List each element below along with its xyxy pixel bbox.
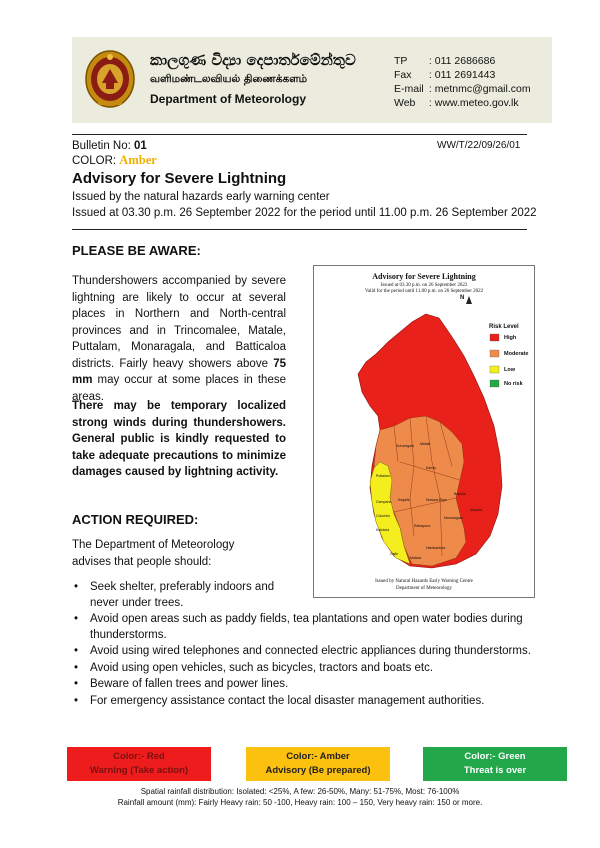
map-legend-swatches bbox=[490, 334, 499, 387]
district-label: Nuwara Eliya bbox=[426, 498, 447, 502]
sri-lanka-emblem bbox=[82, 49, 138, 111]
district-label: Colombo bbox=[376, 514, 391, 518]
list-item: • Avoid using wired telephones and connected electric appliances during thunderstorms. bbox=[72, 644, 532, 660]
contact-web[interactable]: Web : www.meteo.gov.lk bbox=[394, 97, 519, 109]
bulletin-ref: WW/T/22/09/26/01 bbox=[437, 140, 521, 151]
map-issued: Issued at 03.30 p.m. on 26 September 2022 bbox=[380, 283, 468, 288]
dept-name-tamil: வளிமண்டலவியல் திணைக்களம் bbox=[150, 73, 308, 85]
wind-warning-paragraph: There may be temporary localized strong winds during thundershowers. General public is kindly requested to take adequate precautions to minimize damages caused by lightning activity. bbox=[72, 400, 286, 478]
district-label: Puttalam bbox=[376, 474, 390, 478]
map-footer-1: Issued by Natural Hazards Early Warning Centre bbox=[375, 579, 473, 584]
district-label: Galle bbox=[390, 552, 399, 556]
lightning-risk-map bbox=[313, 265, 535, 598]
island-map-graphic bbox=[314, 266, 534, 597]
district-label: Matale bbox=[420, 442, 431, 446]
district-label: Gampaha bbox=[376, 500, 392, 504]
legend-no-risk: No risk bbox=[504, 381, 523, 387]
list-item: • Avoid using open vehicles, such as bicycles, tractors and boats etc. bbox=[72, 661, 532, 677]
aware-heading: PLEASE BE AWARE: bbox=[72, 243, 201, 258]
color-value: Amber bbox=[119, 153, 157, 167]
level-meaning: Advisory (Be prepared) bbox=[265, 765, 371, 776]
divider bbox=[72, 229, 527, 230]
level-color-label: Color:- Green bbox=[464, 751, 526, 762]
district-label: Matara bbox=[410, 556, 421, 560]
bulletin-number: Bulletin No: 01 bbox=[72, 140, 147, 152]
dept-name-sinhala: කාලගුණ විද්‍යා දෙපාර්තමේන්තුව bbox=[150, 51, 356, 69]
district-label: Ampara bbox=[470, 508, 483, 512]
legend-moderate: Moderate bbox=[504, 351, 529, 357]
legend-title: Risk Level bbox=[489, 324, 519, 330]
list-item: • Seek shelter, preferably indoors and never under trees. bbox=[72, 580, 278, 611]
list-item: • Beware of fallen trees and power lines. bbox=[72, 677, 532, 693]
legend-low: Low bbox=[504, 367, 515, 373]
action-intro: The Department of Meteorology advises that people should: bbox=[72, 539, 235, 568]
level-meaning: Threat is over bbox=[463, 765, 527, 776]
aware-paragraph: Thundershowers accompanied by severe lightning are likely to occur at several places in Northern and North-central provinces and in Trincomalee, Matale, Puttalam, Monaragala, and Batticaloa districts. Fairly heavy showers above 75 mm may occur at some places in these areas. bbox=[72, 275, 286, 403]
bulletin-color: COLOR: Amber bbox=[72, 153, 157, 167]
district-label: Monaragala bbox=[444, 516, 463, 520]
footer-rainfall-amount: Rainfall amount (mm): Fairly Heavy rain: 50 -100, Heavy rain: 100 – 150, Very heavy rain: 150 or more. bbox=[117, 798, 483, 807]
red-level-box bbox=[67, 747, 211, 781]
amber-level-box bbox=[246, 747, 390, 781]
dept-name-english: Department of Meteorology bbox=[150, 92, 307, 106]
north-arrow-label: N bbox=[460, 295, 465, 301]
district-label: Badulla bbox=[454, 492, 466, 496]
level-meaning: Warning (Take action) bbox=[89, 765, 189, 776]
district-label: Kandy bbox=[426, 466, 436, 470]
district-label: Kalutara bbox=[376, 528, 390, 532]
advisory-title: Advisory for Severe Lightning bbox=[72, 170, 287, 187]
green-level-box bbox=[423, 747, 567, 781]
district-label: Kegalle bbox=[398, 498, 410, 502]
contact-email[interactable]: E-mail : metnmc@gmail.com bbox=[394, 83, 531, 95]
action-heading: ACTION REQUIRED: bbox=[72, 512, 199, 527]
letterhead bbox=[72, 37, 552, 123]
district-label: Hambantota bbox=[426, 546, 446, 550]
divider bbox=[72, 134, 527, 135]
contact-fax: Fax : 011 2691443 bbox=[394, 69, 496, 81]
legend-high: High bbox=[504, 335, 517, 341]
map-valid: Valid for the period until 11.00 p.m. on 26 September 2022 bbox=[364, 289, 484, 294]
map-footer-2: Department of Meteorology bbox=[395, 586, 453, 591]
footer-spatial-distribution: Spatial rainfall distribution: Isolated: <25%, A few: 26-50%, Many: 51-75%, Most: 76-100% bbox=[140, 787, 460, 796]
list-item: • Avoid open areas such as paddy fields, tea plantations and open water bodies during thunderstorms. bbox=[72, 612, 532, 643]
advisory-issued: Issued at 03.30 p.m. 26 September 2022 for the period until 11.00 p.m. 26 September 2022 bbox=[72, 207, 537, 219]
contact-tp: TP : 011 2686686 bbox=[394, 55, 496, 67]
list-item: • For emergency assistance contact the local disaster management authorities. bbox=[72, 694, 532, 710]
map-title: Advisory for Severe Lightning bbox=[372, 272, 476, 281]
advisory-issuer: Issued by the natural hazards early warning center bbox=[72, 191, 330, 203]
district-label: Kurunegala bbox=[396, 444, 414, 448]
level-color-label: Color:- Red bbox=[113, 751, 165, 762]
level-color-label: Color:- Amber bbox=[286, 751, 350, 762]
district-label: Ratnapura bbox=[414, 524, 431, 528]
action-list bbox=[72, 580, 532, 710]
